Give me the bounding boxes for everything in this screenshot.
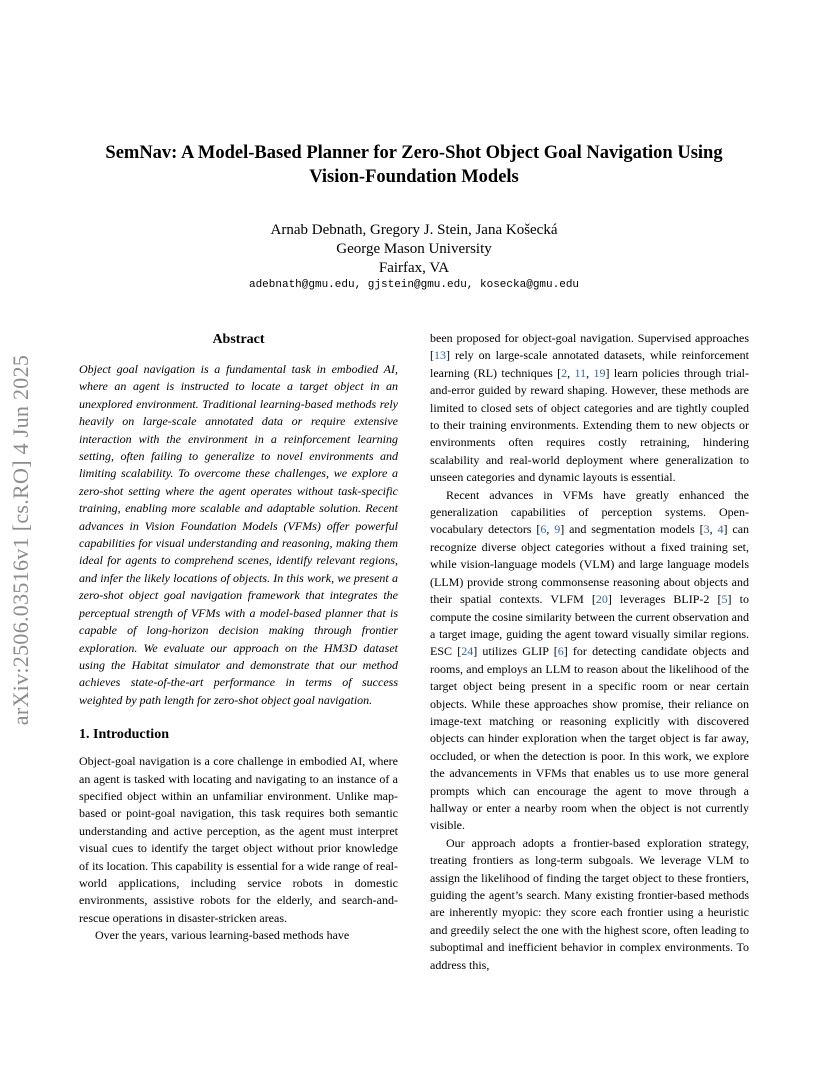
citation-link[interactable]: 19: [593, 365, 606, 380]
citation-link[interactable]: 9: [554, 522, 561, 537]
author-names: Arnab Debnath, Gregory J. Stein, Jana Košecká: [270, 222, 558, 238]
arxiv-identifier: [8, 354, 33, 726]
intro-paragraph-1: Object-goal navigation is a core challenge in embodied AI, where an agent is tasked with locating and navigating to an instance of a specified object within an unfamiliar environment. Unlike map-based or point-goal navigation, this task requires both semantic understanding and active perception, as the agent must interpret visual cues to identify the target object without prior knowledge of its location. This capability is essential for a wide range of real-world applications, including service robots in domestic environments, assistive robots for the elderly, and search-and-rescue operations in disaster-stricken areas.: [79, 754, 398, 925]
location: Fairfax, VA: [378, 260, 450, 276]
right-column: [430, 330, 749, 974]
author-block: [100, 221, 728, 278]
citation-link[interactable]: 20: [595, 592, 608, 607]
right-paragraph-2: Recent advances in VFMs have greatly enhanced the generalization capabilities of perception systems. Open-vocabulary detectors [6, 9] and segmentation models [3, 4] can recognize diverse object categories without a fixed training set, while vision-language models (VLM) and large language models (LLM) provide strong commonsense reasoning about objects and their spatial contexts. VLFM [20] leverages BLIP-2 [5] to compute the cosine similarity between the current observation and a target image, guiding the agent toward visually similar regions. ESC [24] utilizes GLIP [6] for detecting candidate objects and rooms, and employs an LLM to reason about the likelihood of the target object being present in a specific room or near certain objects. While these approaches show promise, their reliance on image-text matching or reasoning explicitly with discovered objects can hinder exploration when the target object is far away, occluded, or when the detection is poor. In this work, we explore the advancements in VFMs that enables us to use more general prompts which can encourage the agent to move through a hallway or enter a nearby room when the object is not currently visible.: [430, 487, 750, 833]
title-line-2: Vision-Foundation Models: [309, 167, 519, 187]
affiliation: George Mason University: [336, 241, 492, 257]
paper-title: [70, 141, 758, 189]
abstract-heading: Abstract: [212, 332, 265, 347]
right-paragraph-3: Our approach adopts a frontier-based exploration strategy, treating frontiers as long-term subgoals. We leverage VLM to assign the likelihood of finding the target object to these frontiers, guiding the agent’s search. Many existing frontier-based methods are inherently myopic: they score each frontier using a heuristic and greedily select the one with the highest score, often leading to suboptimal and inefficient behavior in complex environments. To address this,: [430, 835, 749, 972]
citation-link[interactable]: 5: [721, 592, 728, 607]
arxiv-id-text: arXiv:2506.03516v1 [cs.RO] 4 Jun 2025: [8, 354, 33, 726]
citation-link[interactable]: 6: [540, 522, 547, 537]
title-line-1: SemNav: A Model-Based Planner for Zero-Shot Object Goal Navigation Using: [105, 143, 723, 163]
citation-link[interactable]: 24: [461, 644, 474, 659]
citation-link[interactable]: 2: [561, 365, 568, 380]
intro-paragraph-2: Over the years, various learning-based methods have: [95, 928, 350, 943]
citation-link[interactable]: 13: [434, 348, 446, 363]
citation-link[interactable]: 11: [574, 365, 587, 380]
citation-link[interactable]: 4: [717, 522, 724, 537]
introduction-heading: 1. Introduction: [79, 727, 169, 743]
right-paragraph-1: been proposed for object-goal navigation. Supervised approaches [13] rely on large-scale annotated datasets, while reinforcement learning (RL) techniques [2, 11, 19] learn policies through trial-and-error guided by reward shaping. However, these methods are limited to closed sets of object categories and are tightly coupled to their training environments. Extending them to new objects or environments often requires costly retraining, hindering scalability and real-world deployment where generalization to unseen categories and dynamic layouts is essential.: [430, 331, 749, 485]
citation-link[interactable]: 6: [557, 644, 564, 659]
author-emails: adebnath@gmu.edu, gjstein@gmu.edu, kosecka@gmu.edu: [248, 279, 580, 291]
left-column: [79, 330, 398, 945]
citation-link[interactable]: 3: [703, 522, 710, 537]
abstract-text: Object goal navigation is a fundamental task in embodied AI, where an agent is instructed to locate a target object in an unexplored environment. Traditional learning-based methods rely heavily on large-scale annotated data or require extensive interaction with the environment in a reinforcement learning setting, often failing to generalize to novel environments and limiting scalability. To overcome these challenges, we explore a zero-shot setting where the agent operates without task-specific training, enabling more scalable and adaptable solution. Recent advances in Vision Foundation Models (VFMs) offer powerful capabilities for visual understanding and reasoning, making them ideal for agents to comprehend scenes, identify relevant regions, and infer the likely locations of objects. In this work, we present a zero-shot object goal navigation framework that integrates the perceptual strength of VFMs with a model-based planner that is capable of long-horizon decision making through frontier exploration. We evaluate our approach on the HM3D dataset using the Habitat simulator and demonstrate that our method achieves state-of-the-art performance in terms of success weighted by path length for zero-shot object goal navigation.: [79, 362, 398, 707]
